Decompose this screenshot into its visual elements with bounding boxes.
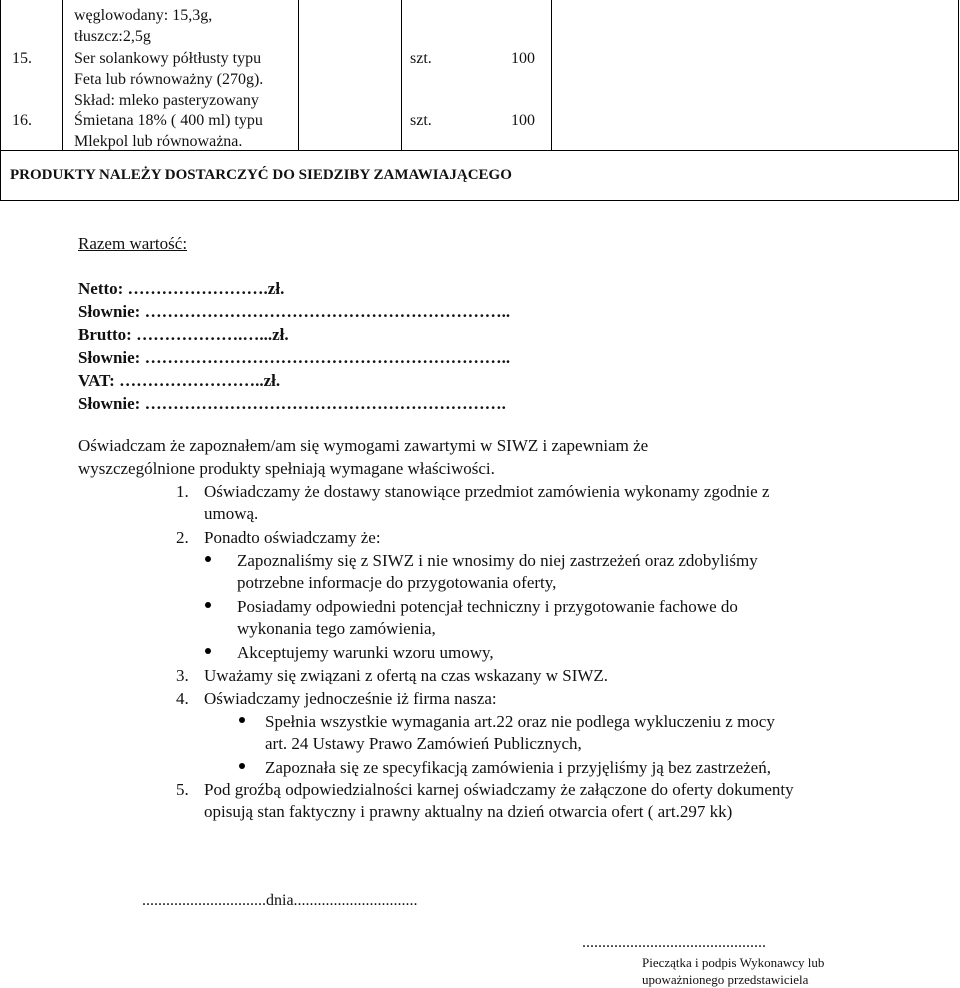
table-row-16-qty: 100: [511, 112, 535, 129]
item-2-text: Ponadto oświadczamy że:: [204, 528, 381, 547]
statement-line-2: wyszczególnione produkty spełniają wymagane właściwości.: [78, 459, 495, 478]
vat-words-line: Słownie: ……………………………………………………….: [78, 394, 506, 413]
table-row-16-unit: szt.: [410, 112, 432, 129]
table-border-right-lower: [958, 150, 959, 200]
item-3-number: 3.: [176, 666, 189, 685]
item-3-text: Uważamy się związani z ofertą na czas wskazany w SIWZ.: [204, 666, 609, 685]
item-4-text: Oświadczamy jednocześnie iż firma nasza:: [204, 689, 497, 708]
bullet-icon: [205, 556, 211, 562]
netto-words-line: Słownie: ………………………………………………………..: [78, 302, 511, 321]
brutto-line: Brutto: ……………….…...zł.: [78, 325, 289, 344]
table-col-divider-1: [62, 0, 63, 150]
table-row-15-qty: 100: [511, 50, 535, 67]
table-col-divider-3: [401, 0, 402, 150]
table-col-divider-2: [298, 0, 299, 150]
bullet-icon: [239, 763, 245, 769]
item-2-bullet-3: Akceptujemy warunki wzoru umowy,: [237, 643, 494, 662]
table-row-16-desc: Śmietana 18% ( 400 ml) typu Mlekpol lub równoważna.: [74, 112, 263, 150]
table-row-15-number: 15.: [12, 50, 32, 67]
item-2-bullet-2: Posiadamy odpowiedni potencjał techniczny i przygotowanie fachowe do wykonania tego zamówienia,: [237, 597, 738, 638]
signature-caption: Pieczątka i podpis Wykonawcy lub upoważnionego przedstawiciela: [642, 955, 825, 987]
date-line: ...............................dnia...............................: [142, 892, 418, 909]
statement-line-1: Oświadczam że zapoznałem/am się wymogami zawartymi w SIWZ i zapewniam że: [78, 436, 649, 455]
brutto-words-line: Słownie: ………………………………………………………..: [78, 348, 511, 367]
item-4-bullet-2: Zapoznała się ze specyfikacją zamówienia i przyjęliśmy ją bez zastrzeżeń,: [265, 758, 771, 777]
item-1-number: 1.: [176, 482, 189, 501]
item-4-number: 4.: [176, 689, 189, 708]
table-row-15-desc: Ser solankowy półtłusty typu Feta lub równoważny (270g). Skład: mleko pasteryzowany: [74, 50, 264, 109]
table-row-15-unit: szt.: [410, 50, 432, 67]
bullet-icon: [205, 648, 211, 654]
vat-line: VAT: ……………………..zł.: [78, 371, 281, 390]
table-border-left-lower: [0, 150, 1, 200]
summary-title: Razem wartość:: [78, 234, 188, 253]
item-2-bullet-1: Zapoznaliśmy się z SIWZ i nie wnosimy do niej zastrzeżeń oraz zdobyliśmy potrzebne informacje do przygotowania oferty,: [237, 551, 758, 592]
table-bottom-border: [0, 200, 959, 201]
table-border-left: [0, 0, 1, 150]
item-5-text: Pod groźbą odpowiedzialności karnej oświadczamy że załączone do oferty dokumenty opisują stan faktyczny i prawny aktualny na dzień otwarcia ofert ( art.297 kk): [204, 780, 794, 821]
table-row-16-number: 16.: [12, 112, 32, 129]
delivery-note: PRODUKTY NALEŻY DOSTARCZYĆ DO SIEDZIBY ZAMAWIAJĄCEGO: [10, 167, 512, 183]
table-col-divider-4: [551, 0, 552, 150]
item-1-text: Oświadczamy że dostawy stanowiące przedmiot zamówienia wykonamy zgodnie z umową.: [204, 482, 770, 523]
signature-dots: ..............................................: [582, 934, 766, 951]
item-2-number: 2.: [176, 528, 189, 547]
bullet-icon: [205, 602, 211, 608]
table-border-right: [958, 0, 959, 150]
table-row-top-desc: węglowodany: 15,3g, tłuszcz:2,5g: [74, 7, 213, 45]
netto-line: Netto: …………………….zł.: [78, 279, 285, 298]
item-4-bullet-1: Spełnia wszystkie wymagania art.22 oraz nie podlega wykluczeniu z mocy art. 24 Ustawy Prawo Zamówień Publicznych,: [265, 712, 775, 753]
bullet-icon: [239, 717, 245, 723]
item-5-number: 5.: [176, 780, 189, 799]
